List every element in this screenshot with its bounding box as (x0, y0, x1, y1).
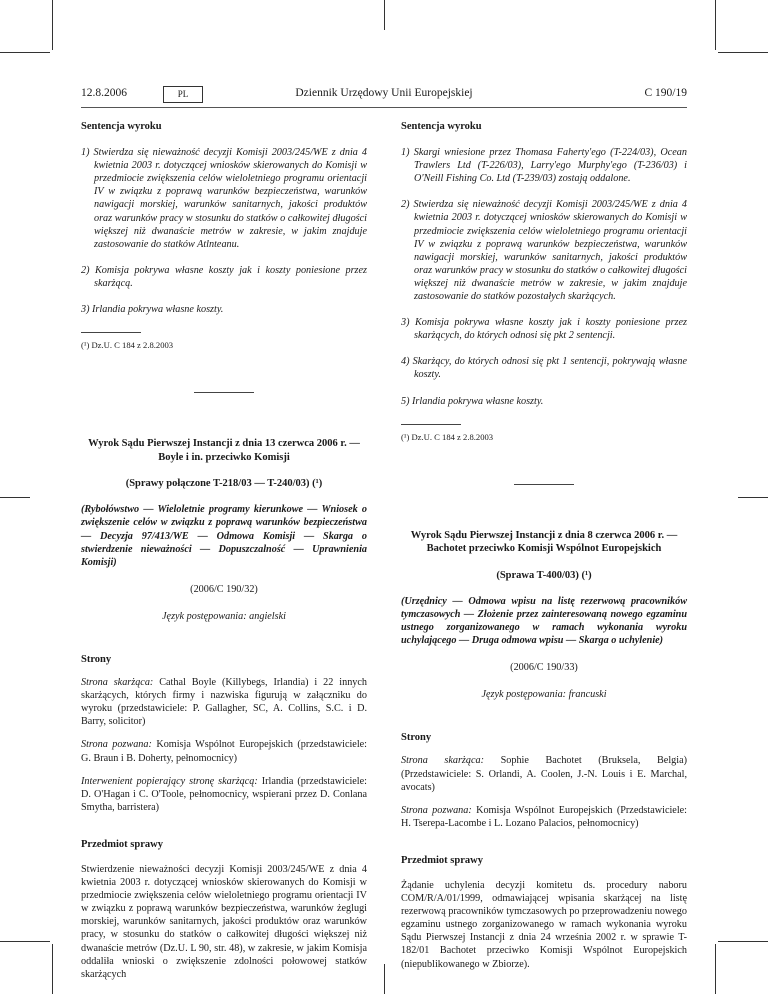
crop-mark (384, 0, 385, 30)
crop-mark (52, 944, 53, 994)
case-keywords: (Urzędnicy — Odmowa wpisu na listę rezerwową pracowników tymczasowych — Złożenie przez zainteresowaną nowego egzaminu ustnego zorganizowanego w ramach wykonania wyroku uchylającego — Druga odmowa wpisu — Skarga o uchylenie) (401, 595, 687, 647)
footnote: (¹) Dz.U. C 184 z 2.8.2003 (401, 431, 494, 442)
footnote: (¹) Dz.U. C 184 z 2.8.2003 (81, 340, 174, 351)
crop-mark (718, 941, 768, 942)
section-separator (194, 392, 254, 393)
operative-item: 3) Irlandia pokrywa własne koszty. (81, 304, 224, 316)
crop-mark (715, 0, 716, 50)
language-of-case: Język postępowania: francuski (481, 689, 607, 701)
subject-heading: Przedmiot sprawy (401, 854, 483, 866)
crop-mark (738, 497, 768, 498)
party-entry: Strona skarżąca: Cathal Boyle (Killybegs, Irlandia) i 22 innych skarżących, których firmy i nazwiska figurują w załączniku do wyroku (przedstawiciele: P. Gallagher, SC, A. Collins, S.C. i D. Barry, solicitor) (81, 677, 367, 728)
operative-item: 5) Irlandia pokrywa własne koszty. (401, 395, 544, 407)
operative-item: 2) Komisja pokrywa własne koszty jak i koszty poniesione przez skarżącą. (81, 264, 367, 289)
crop-mark (718, 52, 768, 53)
subject-text: Żądanie uchylenia decyzji komitetu ds. procedury naboru COM/R/A/01/1999, odmawiającej wpisania skarżącej na listę rezerwową pracowników tymczasowych po przeprowadzeniu nowego egzaminu ustnego zorganizowanego w ramach wykonania wyroku Sądu Pierwszej Instancji z dnia 24 września 2002 r. w sprawie T-182/01 Bachotet przeciwko Komisji Wspólnot Europejskich (niepublikowanego w Zbiorze). (401, 880, 687, 970)
operative-item: 1) Skargi wniesione przez Thomasa Faherty'ego (T-224/03), Ocean Trawlers Ltd (T-226/03), Larry'ego Murphy'ego (T-236/03) i O'Neill Fishing Co. Ltd (T-239/03) zostają oddalone. (401, 147, 687, 185)
header-date: 12.8.2006 (81, 87, 127, 99)
operative-item: 2) Stwierdza się nieważność decyzji Komisji 2003/245/WE z dnia 4 kwietnia 2003 r. dotyczącej wniosków skierowanych do Komisji w przedmiocie zwiększenia celów wieloletniego programu orientacji IV w związku z poprawą warunków bezpieczeństwa, warunków nawigacji morskiej, warunków sanitarnych, jakości produktów oraz warunków pracy w stosunku do statków o całkowitej długości większej niż dwanaście metrów w zakresie, w jakim znajduje zastosowanie do statków pozostałych skarżących. (401, 199, 687, 303)
subject-text: Stwierdzenie nieważności decyzji Komisji 2003/245/WE z dnia 4 kwietnia 2003 r. dotyczącej wniosków skierowanych do Komisji w przedmiocie zwiększenia celów wieloletniego programu orientacji IV w związku z poprawą warunków bezpieczeństwa, warunków żeglugi morskiej, warunków sanitarnych, jakości produktów oraz warunków pracy, w stosunku do statków o całkowitej długości większej niż dwanaście metrów (Dz.U. L 90, str. 48), w zakresie, w jakim Komisja oddaliła wnioski o zwiększenie zdolności połowowej statków skarżących (81, 864, 367, 980)
footnote-rule (401, 424, 461, 425)
language-of-case: Język postępowania: angielski (162, 610, 286, 622)
party-entry: Interwenient popierający stronę skarżącą: Irlandia (przedstawiciele: D. O'Hagan i C. O'Toole, pełnomocnicy, wspierani przez D. Conlana Smytha, barristera) (81, 775, 367, 813)
right-column (401, 108, 687, 971)
party-entry: Strona pozwana: Komisja Wspólnot Europejskich (przedstawiciele: G. Braun i B. Doherty, pełnomocnicy) (81, 739, 367, 764)
crop-mark (0, 941, 50, 942)
operative-heading: Sentencja wyroku (81, 121, 162, 132)
oj-reference: (2006/C 190/32) (190, 583, 258, 595)
operative-item: 4) Skarżący, do których odnosi się pkt 1 sentencji, pokrywają własne koszty. (401, 356, 687, 381)
crop-mark (384, 964, 385, 994)
section-separator (514, 484, 574, 485)
page-number: C 190/19 (644, 87, 687, 99)
party-entry: Strona skarżąca: Sophie Bachotet (Bruksela, Belgia) (Przedstawiciele: S. Orlandi, A. Coolen, J.-N. Louis i E. Marchal, avocats) (401, 755, 688, 793)
operative-item: 1) Stwierdza się nieważność decyzji Komisji 2003/245/WE z dnia 4 kwietnia 2003 r. dotyczącej wniosków skierowanych do Komisji w przedmiocie zwiększenia celów wieloletniego programu orientacji IV w związku z poprawą warunków bezpieczeństwa, warunków nawigacji morskiej, warunków sanitarnych, jakości produktów oraz warunków pracy w stosunku do statków o całkowitej długości większej niż dwanaście metrów w zakresie, w jakim znajduje zastosowanie do statków Atlnteanu. (81, 147, 367, 250)
operative-heading: Sentencja wyroku (401, 121, 482, 132)
operative-item: 3) Komisja pokrywa własne koszty jak i koszty poniesione przez skarżących, do których odnosi się pkt 2 sentencji. (401, 317, 687, 342)
language-box: PL (163, 86, 203, 103)
subject-heading: Przedmiot sprawy (81, 838, 163, 850)
crop-mark (715, 944, 716, 994)
oj-reference: (2006/C 190/33) (510, 662, 578, 674)
judgment-title: Wyrok Sądu Pierwszej Instancji z dnia 13 czerwca 2006 r. — Boyle i in. przeciwko Komisji (88, 438, 360, 463)
left-column (81, 108, 367, 981)
crop-mark (52, 0, 53, 50)
crop-mark (0, 52, 50, 53)
page-header (81, 85, 687, 105)
parties-heading: Strony (81, 653, 112, 665)
case-keywords: (Rybołówstwo — Wieloletnie programy kierunkowe — Wniosek o zwiększenie celów w związku z poprawą warunków bezpieczeństwa — Decyzja 97/413/WE — Odmowa Komisji — Skarga o stwierdzenie nieważności — Dopuszczalność — Uprawnienia Komisji) (81, 504, 367, 568)
party-entry: Strona pozwana: Komisja Wspólnot Europejskich (Przedstawiciele: H. Tserepa-Lacombe i L. Lozano Palacios, pełnomocnicy) (401, 804, 687, 829)
footnote-rule (81, 332, 141, 333)
case-number: (Sprawy połączone T-218/03 — T-240/03) (¹) (125, 478, 323, 490)
journal-title: Dziennik Urzędowy Unii Europejskiej (295, 87, 473, 99)
judgment-title: Wyrok Sądu Pierwszej Instancji z dnia 8 czerwca 2006 r. — Bachotet przeciwko Komisji Wspólnot Europejskich (410, 529, 678, 555)
crop-mark (0, 497, 30, 498)
case-number: (Sprawa T-400/03) (¹) (496, 569, 592, 581)
parties-heading: Strony (401, 732, 432, 744)
